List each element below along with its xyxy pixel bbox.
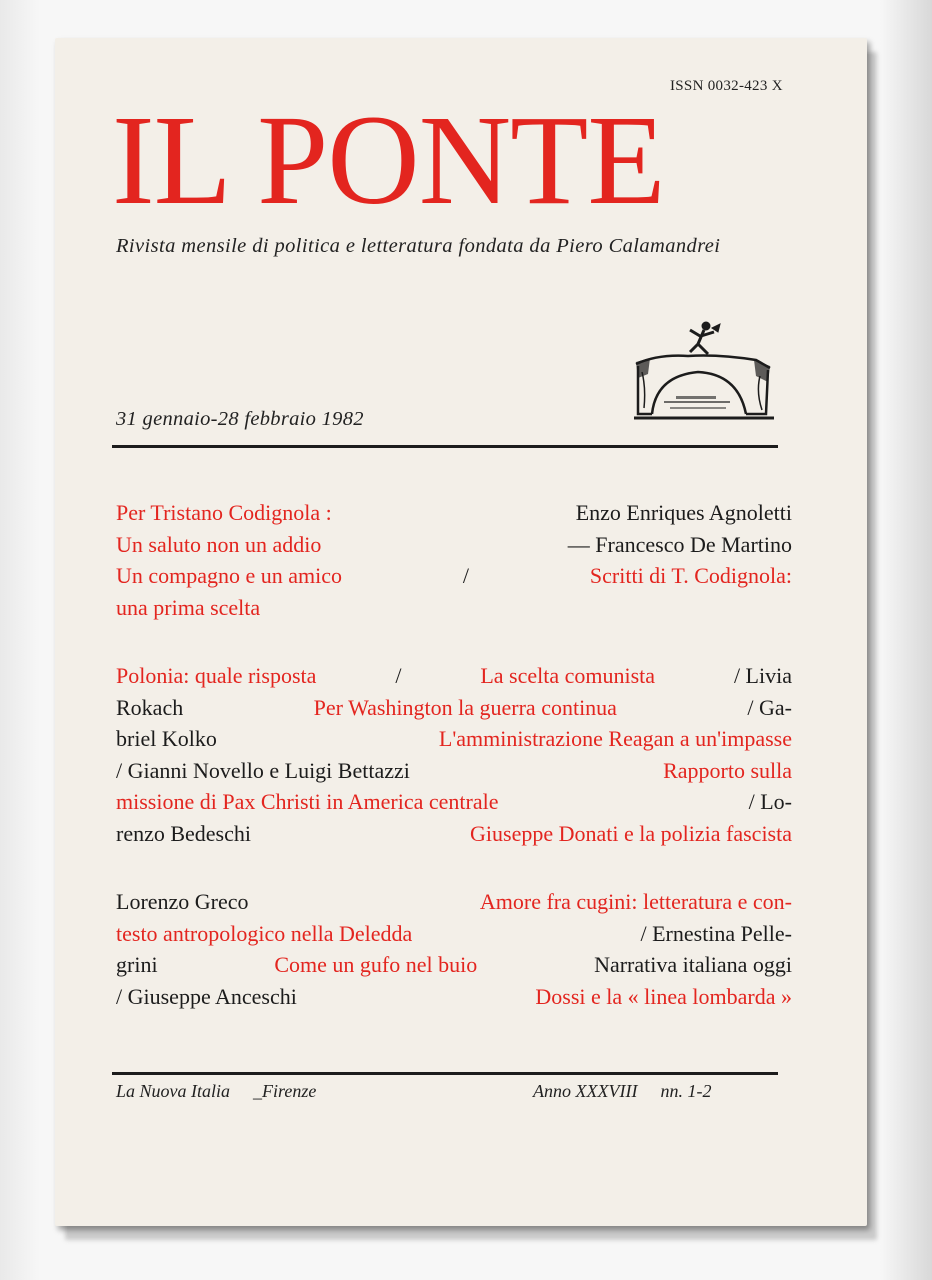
article-title: L'amministrazione Reagan a un'impasse bbox=[438, 726, 792, 751]
article-title: Amore fra cugini: letteratura e con- bbox=[479, 889, 792, 914]
contents-line bbox=[116, 592, 792, 624]
author-name: briel Kolko bbox=[116, 726, 217, 751]
article-title: Scritti di T. Codignola: bbox=[589, 563, 792, 588]
author-name: Lorenzo Greco bbox=[116, 889, 249, 914]
contents-line bbox=[116, 918, 792, 950]
contents-line bbox=[116, 886, 792, 918]
footer-publisher bbox=[116, 1081, 316, 1102]
article-title: Giuseppe Donati e la polizia fascista bbox=[470, 820, 792, 846]
contents-line bbox=[116, 497, 792, 529]
masthead-title: IL PONTE bbox=[112, 89, 665, 231]
article-title: testo antropologico nella Deledda bbox=[116, 920, 413, 946]
contents-line bbox=[116, 949, 792, 981]
contents-line bbox=[116, 560, 792, 592]
author-name: Rokach bbox=[116, 694, 184, 720]
issue-date: 31 gennaio-28 febbraio 1982 bbox=[116, 408, 364, 430]
author-name: / bbox=[462, 563, 470, 588]
contents-section-3 bbox=[116, 886, 792, 1012]
footer-issue bbox=[533, 1081, 711, 1102]
article-title: una prima scelta bbox=[116, 594, 261, 620]
author-name: Enzo Enriques Agnoletti bbox=[575, 500, 792, 525]
article-title: Un saluto non un addio bbox=[116, 531, 322, 557]
contents-line bbox=[116, 981, 792, 1013]
volume-year: Anno XXXVIII bbox=[533, 1081, 638, 1101]
issue-number: nn. 1-2 bbox=[660, 1081, 712, 1101]
author-name: / Lo- bbox=[748, 789, 792, 814]
bridge-with-figure-icon bbox=[628, 318, 780, 428]
article-title: Polonia: quale risposta bbox=[116, 663, 317, 688]
bottom-divider bbox=[112, 1072, 778, 1075]
contents-line bbox=[116, 692, 792, 724]
author-name: renzo Bedeschi bbox=[116, 820, 251, 846]
masthead-subtitle: Rivista mensile di politica e letteratura fondata da Piero Calamandrei bbox=[116, 235, 721, 257]
author-name: — Francesco De Martino bbox=[567, 531, 792, 557]
author-name: / Ernestina Pelle- bbox=[640, 920, 792, 946]
author-name: / bbox=[395, 663, 402, 688]
author-name: grini bbox=[116, 952, 158, 977]
article-title: Dossi e la « linea lombarda » bbox=[535, 983, 792, 1009]
author-name: / Gianni Novello e Luigi Bettazzi bbox=[116, 757, 410, 783]
contents-line bbox=[116, 786, 792, 818]
contents-line bbox=[116, 755, 792, 787]
contents-line bbox=[116, 818, 792, 850]
article-title: Per Washington la guerra continua bbox=[313, 694, 617, 720]
author-name: / Ga- bbox=[747, 694, 792, 720]
article-title: La scelta comunista bbox=[480, 663, 656, 688]
article-title: Come un gufo nel buio bbox=[274, 952, 478, 977]
article-title: Un compagno e un amico bbox=[116, 563, 343, 588]
contents-section-2 bbox=[116, 660, 792, 849]
contents-section-1 bbox=[116, 497, 792, 623]
publisher-name: La Nuova Italia bbox=[116, 1081, 231, 1101]
contents-line bbox=[116, 529, 792, 561]
author-name: Narrativa italiana oggi bbox=[594, 952, 792, 977]
top-divider bbox=[112, 445, 778, 448]
contents-line bbox=[116, 660, 792, 692]
author-name: / Livia bbox=[733, 663, 792, 688]
article-title: missione di Pax Christi in America centrale bbox=[116, 789, 499, 814]
publisher-city: _Firenze bbox=[253, 1081, 317, 1101]
article-title: Per Tristano Codignola : bbox=[116, 500, 332, 525]
issn-number: ISSN 0032-423 X bbox=[670, 78, 783, 94]
contents-line bbox=[116, 723, 792, 755]
author-name: / Giuseppe Anceschi bbox=[116, 983, 297, 1009]
article-title: Rapporto sulla bbox=[663, 757, 792, 783]
